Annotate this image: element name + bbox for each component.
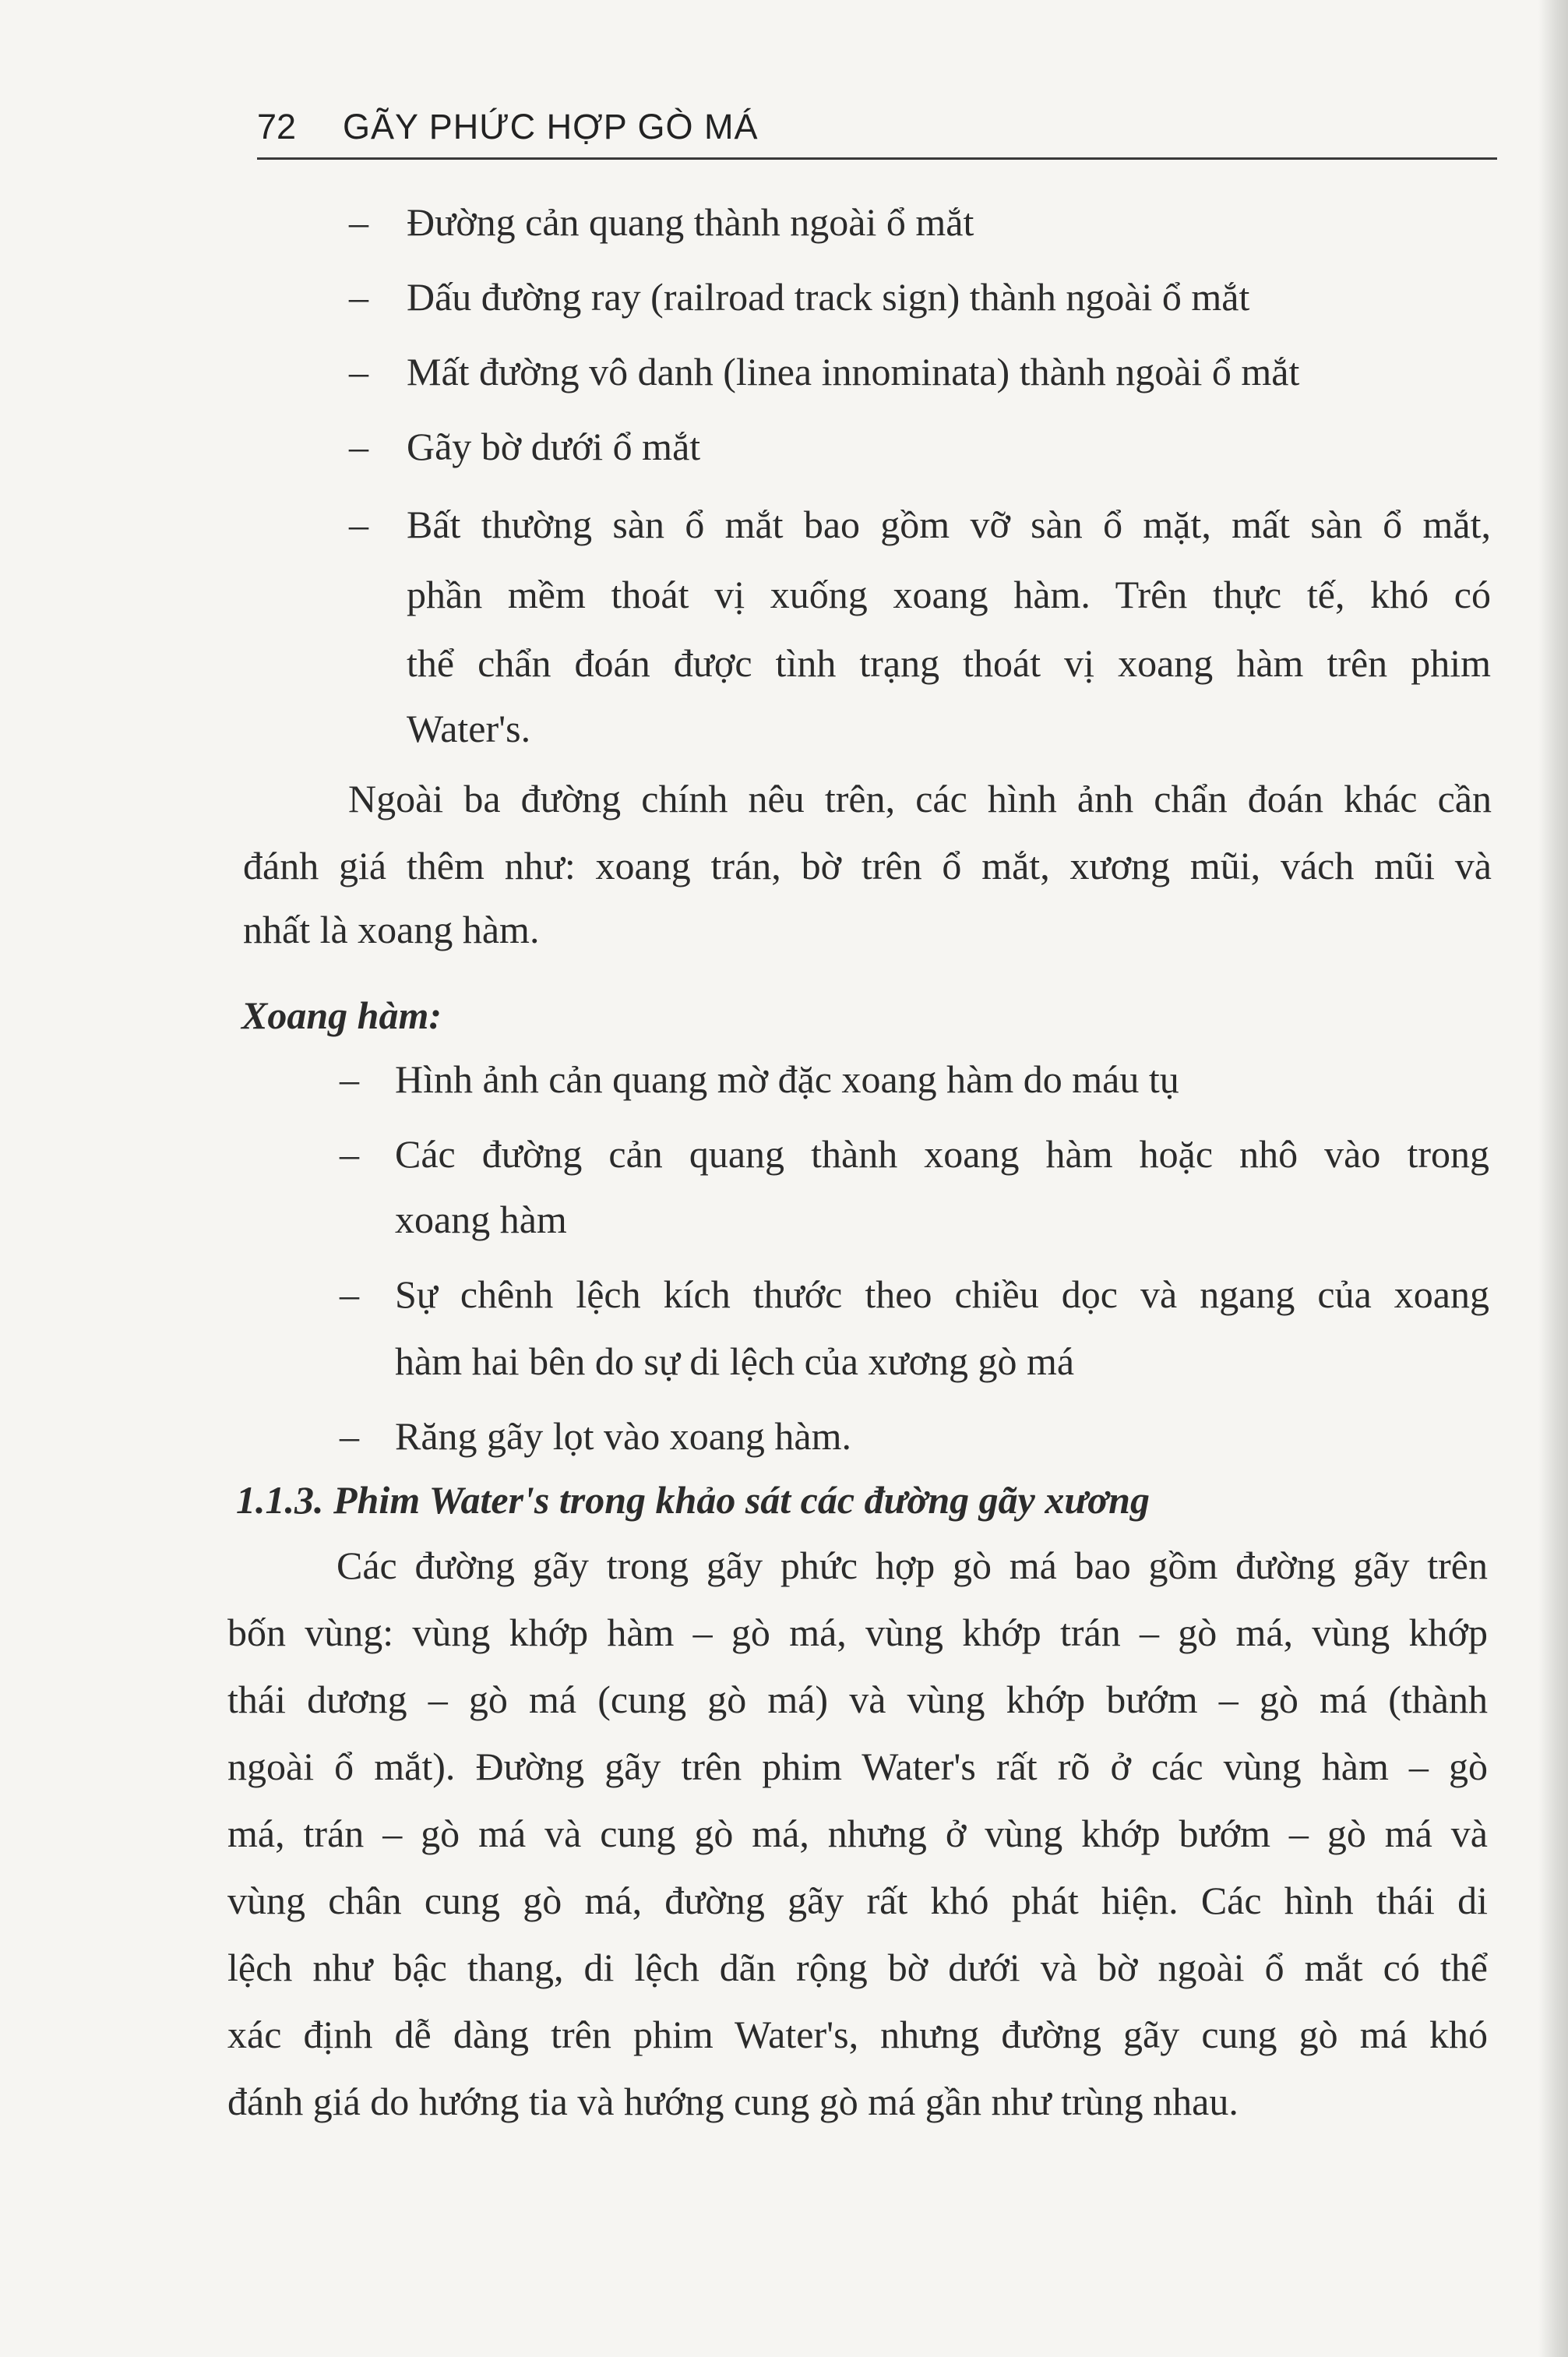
list1-item-3: Mất đường vô danh (linea innominata) thành ngoài ổ mắt — [407, 350, 1300, 393]
list1-item-1: Đường cản quang thành ngoài ổ mắt — [407, 200, 974, 244]
paragraph-2-line-2: bốn vùng: vùng khớp hàm – gò má, vùng khớp trán – gò má, vùng khớp — [227, 1611, 1488, 1654]
running-header — [257, 97, 1497, 160]
paragraph-2-line-5: má, trán – gò má và cung gò má, nhưng ở vùng khớp bướm – gò má và — [227, 1812, 1488, 1855]
page-number: 72 — [257, 107, 297, 146]
list1-item-2: Dấu đường ray (railroad track sign) thành ngoài ổ mắt — [407, 275, 1250, 319]
paragraph-1-line-1: Ngoài ba đường chính nêu trên, các hình ảnh chẩn đoán khác cần — [348, 777, 1492, 820]
subheading-xoang-ham: Xoang hàm: — [241, 993, 442, 1037]
paragraph-2-line-4: ngoài ổ mắt). Đường gãy trên phim Water's rất rõ ở các vùng hàm – gò — [227, 1745, 1488, 1788]
list-dash: – — [349, 275, 368, 319]
list1-item-5-line-3: thể chẩn đoán được tình trạng thoát vị xoang hàm trên phim — [407, 641, 1491, 685]
list2-item-2-line-2: xoang hàm — [395, 1198, 567, 1241]
paragraph-2-line-9: đánh giá do hướng tia và hướng cung gò má gần như trùng nhau. — [227, 2080, 1239, 2123]
list1-item-5-line-2: phần mềm thoát vị xuống xoang hàm. Trên thực tế, khó có — [407, 573, 1491, 616]
list-dash: – — [349, 425, 368, 468]
list-dash: – — [340, 1414, 359, 1458]
list-dash: – — [340, 1057, 359, 1101]
section-heading-1-1-3: 1.1.3. Phim Water's trong khảo sát các đường gãy xương — [236, 1478, 1150, 1522]
list2-item-2-line-1: Các đường cản quang thành xoang hàm hoặc nhô vào trong — [395, 1132, 1489, 1176]
header-rule — [257, 157, 1497, 160]
paragraph-2-line-8: xác định dễ dàng trên phim Water's, nhưng đường gãy cung gò má khó — [227, 2013, 1488, 2056]
list-dash: – — [349, 200, 368, 244]
list2-item-1: Hình ảnh cản quang mờ đặc xoang hàm do máu tụ — [395, 1057, 1179, 1101]
paragraph-1-line-2: đánh giá thêm như: xoang trán, bờ trên ổ mắt, xương mũi, vách mũi và — [243, 844, 1492, 887]
page-spine-shadow — [1538, 0, 1568, 2357]
list-dash: – — [340, 1132, 359, 1176]
list2-item-3-line-1: Sự chênh lệch kích thước theo chiều dọc và ngang của xoang — [395, 1272, 1489, 1316]
list2-item-4: Răng gãy lọt vào xoang hàm. — [395, 1414, 851, 1458]
paragraph-1-line-3: nhất là xoang hàm. — [243, 908, 540, 951]
paragraph-2-line-3: thái dương – gò má (cung gò má) và vùng khớp bướm – gò má (thành — [227, 1678, 1488, 1721]
list-dash: – — [349, 350, 368, 393]
paragraph-2-line-6: vùng chân cung gò má, đường gãy rất khó phát hiện. Các hình thái di — [227, 1879, 1488, 1922]
list2-item-3-line-2: hàm hai bên do sự di lệch của xương gò má — [395, 1339, 1075, 1383]
list1-item-4: Gãy bờ dưới ổ mắt — [407, 425, 701, 468]
list-dash: – — [349, 503, 368, 546]
list1-item-5-line-1: Bất thường sàn ổ mắt bao gồm vỡ sàn ổ mặt, mất sàn ổ mắt, — [407, 503, 1491, 546]
running-title: GÃY PHỨC HỢP GÒ MÁ — [343, 107, 759, 146]
list-dash: – — [340, 1272, 359, 1316]
paragraph-2-line-7: lệch như bậc thang, di lệch dãn rộng bờ dưới và bờ ngoài ổ mắt có thể — [227, 1946, 1488, 1989]
paragraph-2-line-1: Các đường gãy trong gãy phức hợp gò má bao gồm đường gãy trên — [337, 1544, 1488, 1587]
list1-item-5-line-4: Water's. — [407, 707, 531, 750]
